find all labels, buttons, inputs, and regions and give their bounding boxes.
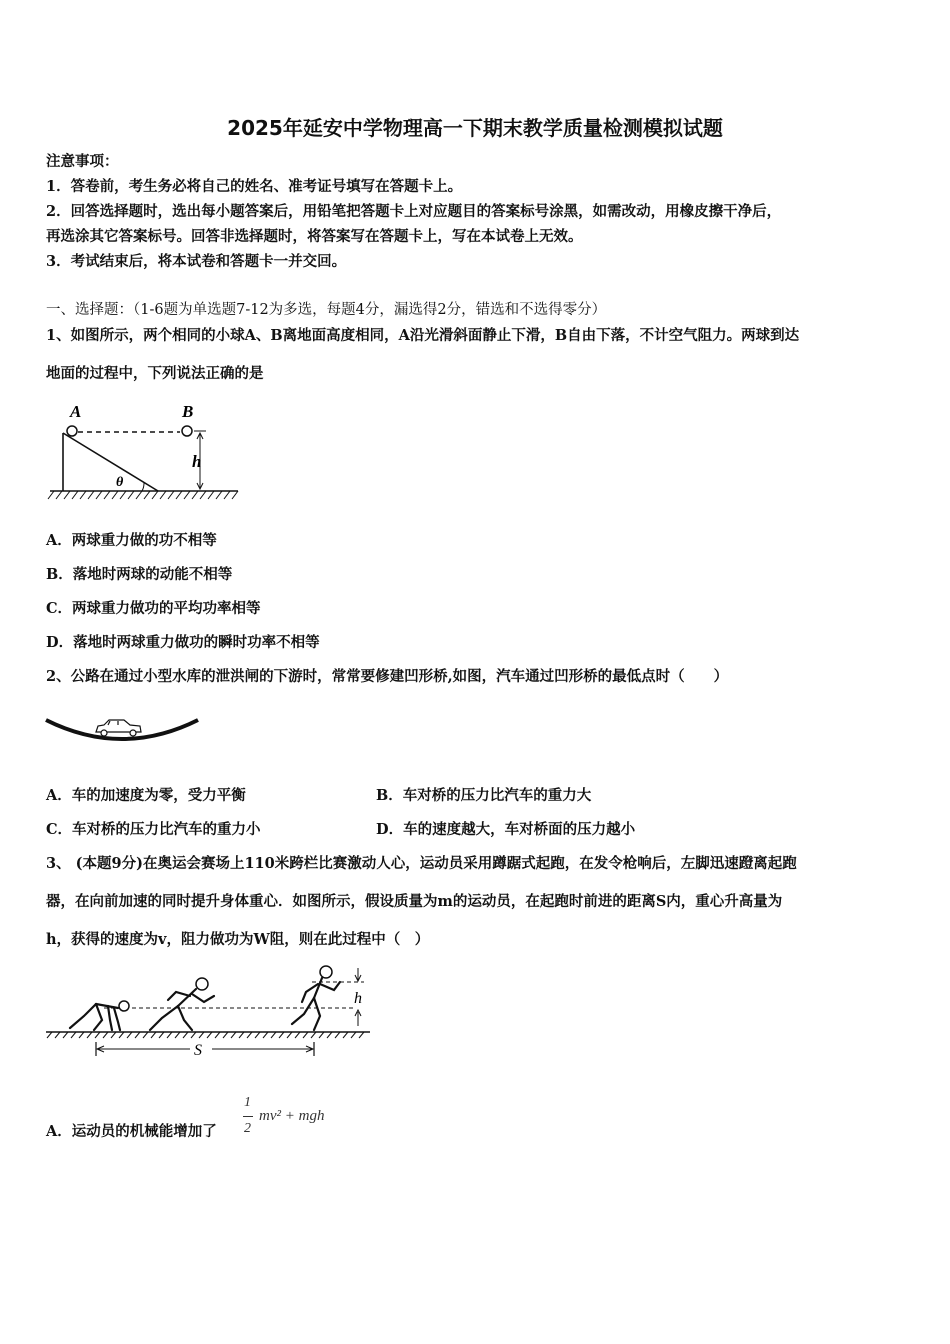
formula-rest: mv² + mgh: [259, 1108, 325, 1124]
formula-numerator: 1: [244, 1095, 251, 1110]
section-heading: 一、选择题：（1-6题为单选题7-12为多选，每题4分，漏选得2分，错选和不选得零分）: [46, 302, 607, 318]
label-theta: θ: [116, 475, 124, 490]
q3-stem: 3、 (本题9分)在奥运会赛场上110米跨栏比赛激动人心，运动员采用蹲踞式起跑，在发令枪响后，左脚迅速蹬离起跑: [46, 855, 797, 872]
fraction-bar: [243, 1116, 253, 1117]
formula-denominator: 2: [244, 1121, 251, 1136]
label-h3: h: [354, 990, 362, 1007]
q1-option-a: A．两球重力做的功不相等: [46, 532, 217, 549]
q1-option-c: C．两球重力做功的平均功率相等: [46, 600, 261, 617]
notice-item: 3．考试结束后，将本试卷和答题卡一并交回。: [46, 253, 347, 270]
label-s: S: [194, 1042, 202, 1059]
q1-stem-cont: 地面的过程中，下列说法正确的是: [46, 365, 264, 382]
page-title: 2025年延安中学物理高一下期末教学质量检测模拟试题: [227, 116, 723, 140]
q3-option-a: A．运动员的机械能增加了: [46, 1123, 217, 1140]
q1-stem: 1、如图所示，两个相同的小球A、B离地面高度相同，A沿光滑斜面静止下滑，B自由下落，不计空气阻力。两球到达: [46, 327, 800, 344]
label-b: B: [182, 402, 194, 421]
q3-sprinter-figure: [44, 962, 376, 1062]
q1-option-b: B．落地时两球的动能不相等: [46, 566, 233, 583]
q1-option-d: D．落地时两球重力做功的瞬时功率不相等: [46, 634, 320, 651]
q2-option-a: A．车的加速度为零，受力平衡: [46, 787, 246, 804]
q2-option-c: C．车对桥的压力比汽车的重力小: [46, 821, 261, 838]
notice-item: 1．答卷前，考生务必将自己的姓名、准考证号填写在答题卡上。: [46, 178, 463, 195]
q2-bridge-figure: [44, 712, 204, 752]
notice-item: 再选涂其它答案标号。回答非选择题时，将答案写在答题卡上，写在本试卷上无效。: [46, 228, 583, 245]
q2-option-b: B．车对桥的压力比汽车的重力大: [376, 787, 592, 804]
notice-heading: 注意事项：: [46, 153, 119, 170]
notice-item: 2．回答选择题时，选出每小题答案后，用铅笔把答题卡上对应题目的答案标号涂黑，如需改动，用橡皮擦干净后，: [46, 203, 782, 220]
label-a: A: [70, 402, 82, 421]
q2-option-d: D．车的速度越大，车对桥面的压力越小: [376, 821, 636, 838]
q3-stem-cont: 器，在向前加速的同时提升身体重心．如图所示，假设质量为m的运动员，在起跑时前进的距离S内，重心升高量为: [46, 893, 783, 910]
q2-stem: 2、公路在通过小型水库的泄洪闸的下游时，常常要修建凹形桥,如图，汽车通过凹形桥的最低点时（ ）: [46, 668, 729, 685]
q3-stem-cont: h，获得的速度为v，阻力做功为W阻，则在此过程中（ ）: [46, 931, 430, 948]
q1-incline-figure: [40, 395, 250, 505]
label-h: h: [192, 452, 202, 471]
